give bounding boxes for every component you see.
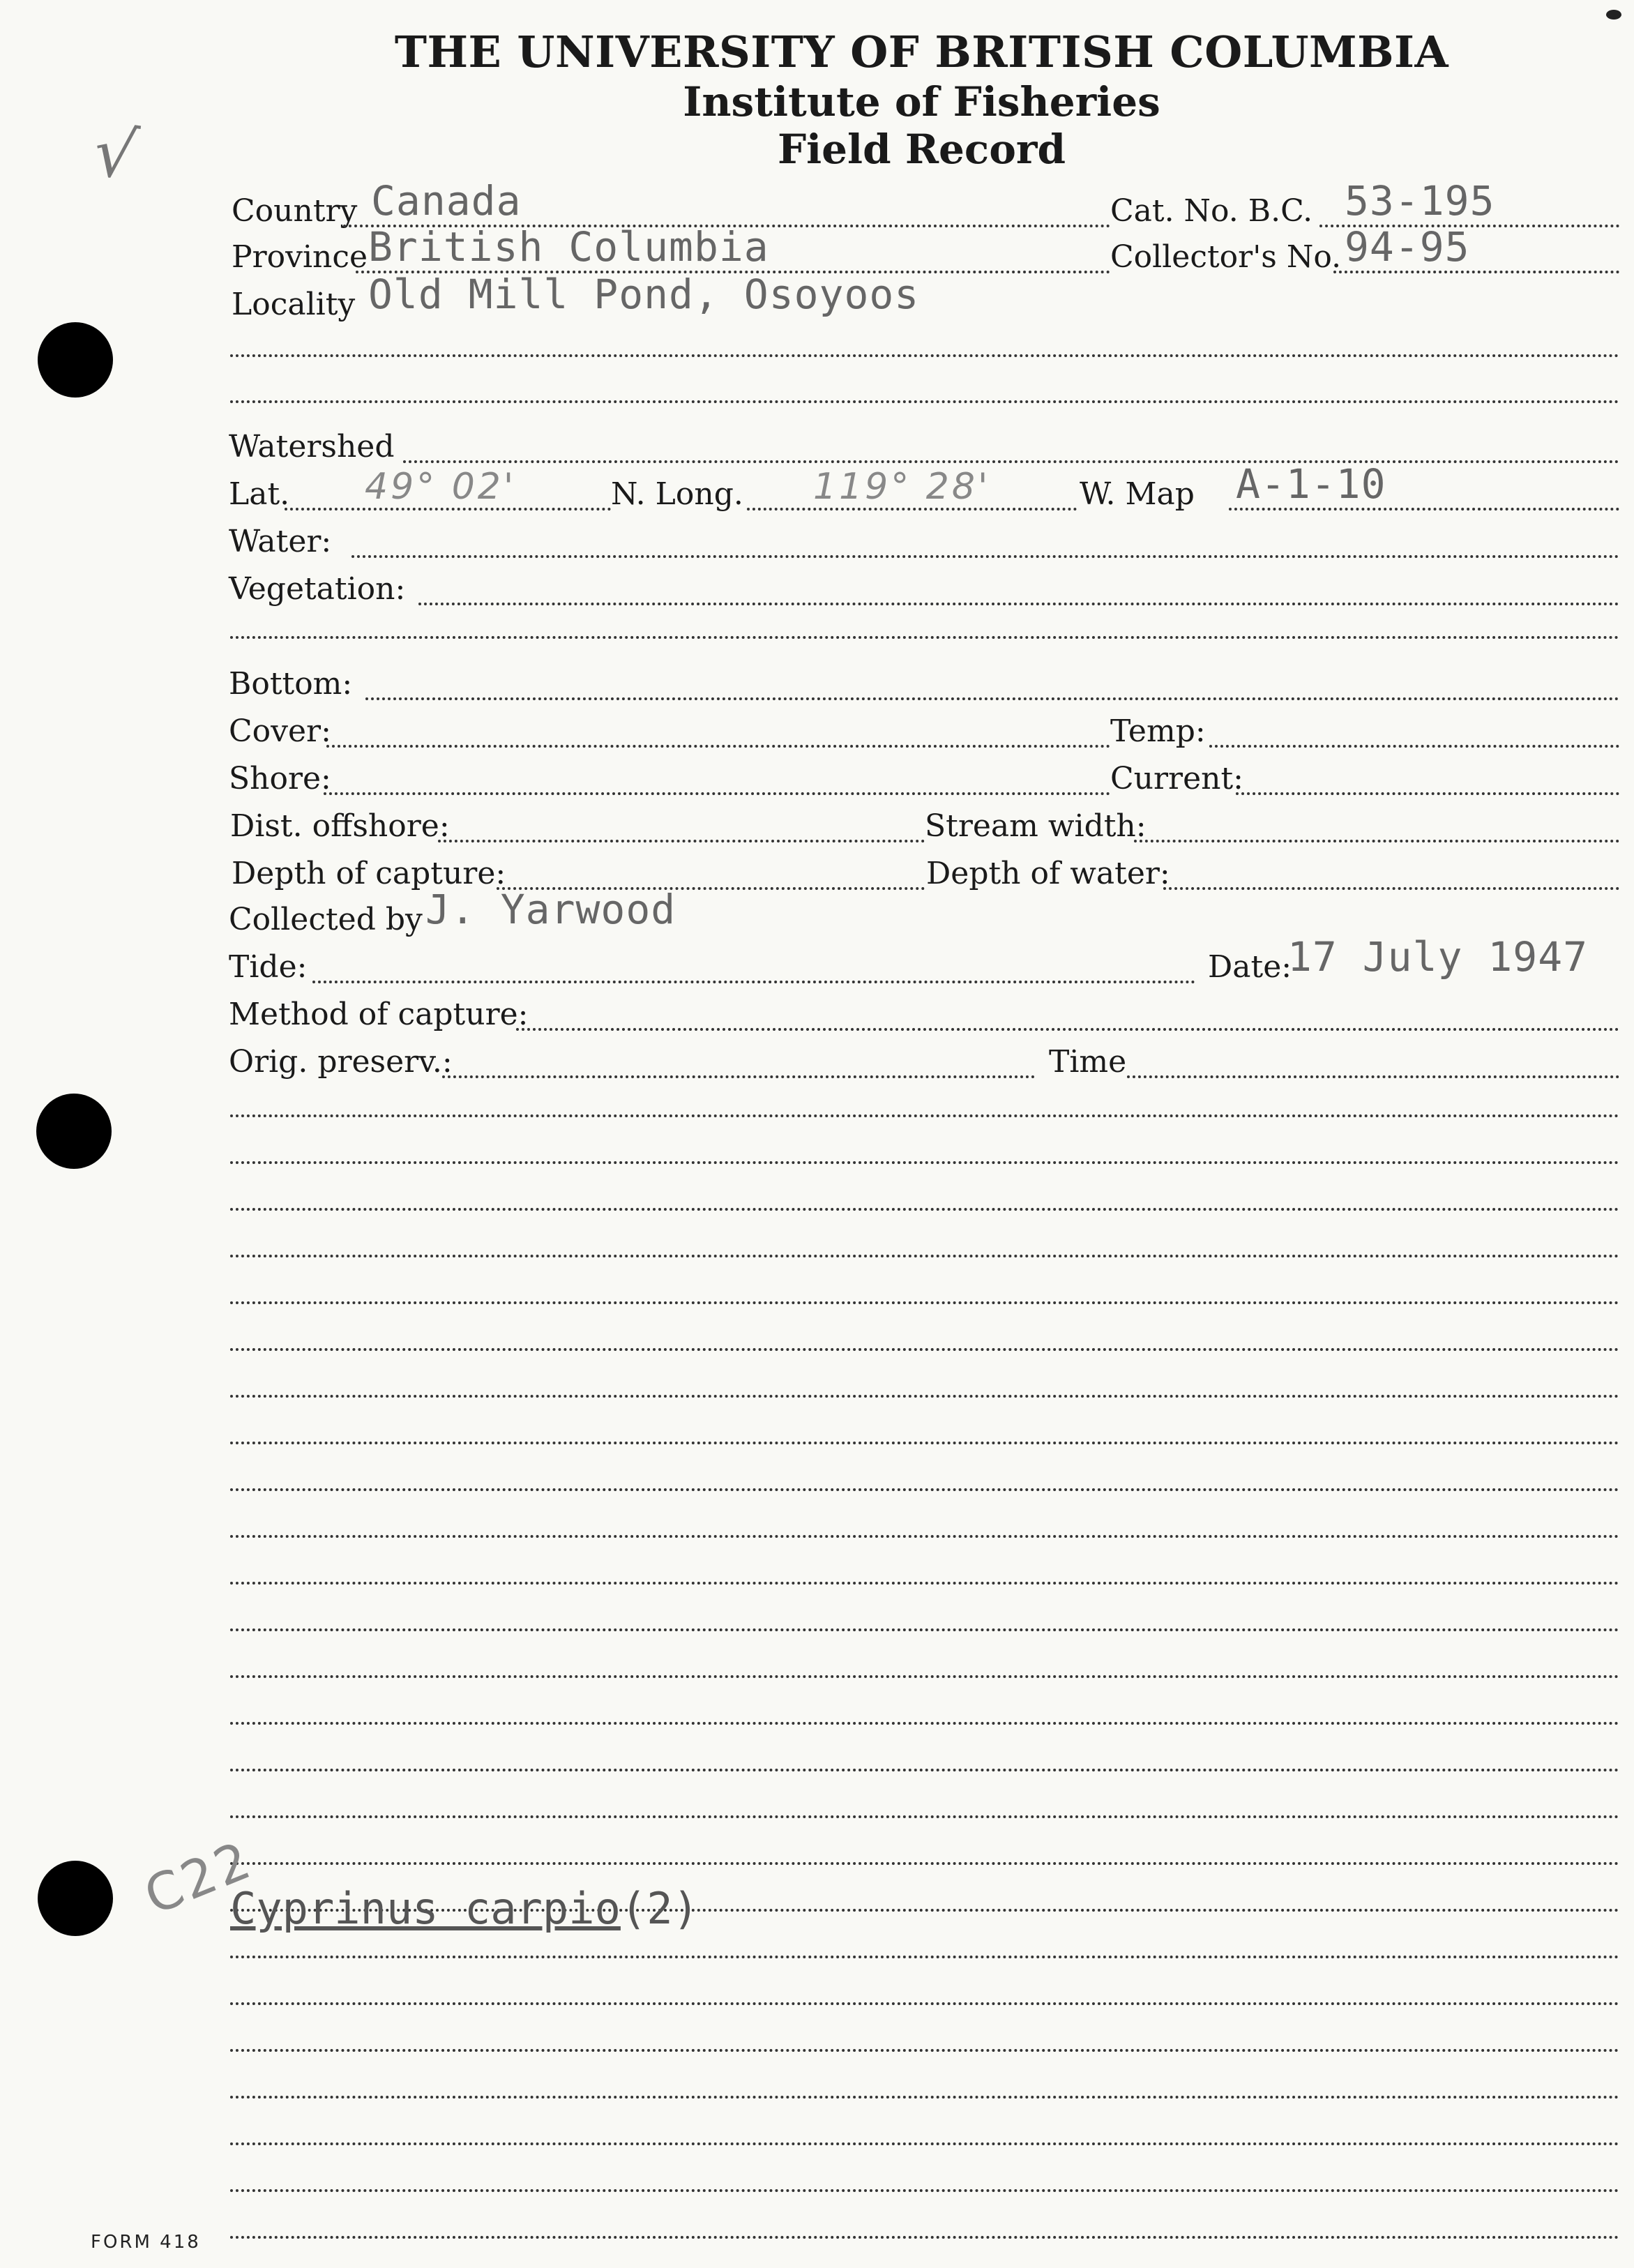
map-value: A-1-10 xyxy=(1236,460,1386,508)
collectors-no-label: Collector's No. xyxy=(1110,239,1342,275)
stream-width-label: Stream width: xyxy=(925,808,1147,844)
locality-line-3[interactable] xyxy=(230,400,1619,403)
institute-title: Institute of Fisheries xyxy=(683,78,1160,126)
notes-line[interactable] xyxy=(230,2189,1619,2192)
collected-by-label: Collected by xyxy=(229,902,423,937)
tide-field[interactable] xyxy=(229,939,1195,988)
province-value: British Columbia xyxy=(368,223,769,271)
notes-line[interactable] xyxy=(230,1442,1619,1444)
time-label: Time xyxy=(1049,1044,1127,1080)
method-field[interactable] xyxy=(229,986,1619,1035)
dist-offshore-label: Dist. offshore: xyxy=(230,808,450,844)
time-field[interactable] xyxy=(1049,1034,1619,1082)
map-label: W. Map xyxy=(1080,476,1195,512)
notes-line[interactable] xyxy=(230,1161,1619,1164)
depth-water-label: Depth of water: xyxy=(926,856,1170,891)
notes-line[interactable] xyxy=(230,1769,1619,1771)
species-entry xyxy=(230,1883,699,1934)
punch-hole-bottom xyxy=(38,1861,113,1936)
notes-line[interactable] xyxy=(230,1815,1619,1818)
depth-capture-label: Depth of capture: xyxy=(232,856,506,891)
vegetation-label: Vegetation: xyxy=(229,571,406,607)
current-label: Current: xyxy=(1110,761,1243,796)
locality-field[interactable] xyxy=(232,271,1619,325)
notes-line[interactable] xyxy=(230,1862,1619,1865)
notes-line[interactable] xyxy=(230,1301,1619,1304)
lat-label: Lat. xyxy=(229,476,290,512)
collected-by-field[interactable] xyxy=(229,886,926,940)
notes-line[interactable] xyxy=(230,2049,1619,2052)
long-label: N. Long. xyxy=(611,476,743,512)
corner-mark xyxy=(1606,10,1621,20)
long-field[interactable] xyxy=(611,466,1077,515)
locality-label: Locality xyxy=(232,287,356,322)
notes-line[interactable] xyxy=(230,1208,1619,1211)
water-label: Water: xyxy=(229,524,332,559)
country-label: Country xyxy=(232,193,358,229)
check-mark: √ xyxy=(89,112,145,196)
species-name: Cyprinus carpio xyxy=(230,1883,621,1934)
notes-line[interactable] xyxy=(230,1488,1619,1491)
orig-preserv-label: Orig. preserv.: xyxy=(229,1044,453,1080)
notes-line[interactable] xyxy=(230,1114,1619,1117)
shore-label: Shore: xyxy=(229,761,331,796)
temp-field[interactable] xyxy=(1110,703,1619,752)
cat-no-label: Cat. No. B.C. xyxy=(1110,193,1313,229)
country-value: Canada xyxy=(371,177,522,225)
province-label: Province xyxy=(232,239,368,275)
method-label: Method of capture: xyxy=(229,997,529,1032)
long-value: 119° 28' xyxy=(813,466,991,508)
notes-line[interactable] xyxy=(230,1722,1619,1725)
notes-line[interactable] xyxy=(230,2096,1619,2099)
water-field[interactable] xyxy=(229,513,1619,562)
cover-label: Cover: xyxy=(229,713,331,749)
university-title: THE UNIVERSITY OF BRITISH COLUMBIA xyxy=(394,27,1449,77)
cat-no-value: 53-195 xyxy=(1345,177,1495,225)
locality-line-2[interactable] xyxy=(230,354,1619,357)
collectors-no-field[interactable] xyxy=(1110,223,1619,278)
lat-value: 49° 02' xyxy=(365,466,517,508)
notes-line[interactable] xyxy=(230,1395,1619,1398)
record-title: Field Record xyxy=(777,126,1066,173)
notes-line[interactable] xyxy=(230,2002,1619,2005)
notes-line[interactable] xyxy=(230,1348,1619,1351)
date-value: 17 July 1947 xyxy=(1287,933,1589,981)
depth-water-field[interactable] xyxy=(926,845,1619,894)
stream-width-field[interactable] xyxy=(925,798,1619,847)
species-count: (2) xyxy=(620,1883,699,1934)
date-label: Date: xyxy=(1208,949,1292,985)
orig-preserv-field[interactable] xyxy=(229,1034,1035,1082)
form-number: FORM 418 xyxy=(91,2232,201,2253)
margin-code: C22 xyxy=(136,1829,262,1927)
locality-value: Old Mill Pond, Osoyoos xyxy=(368,271,920,318)
collected-by-value: J. Yarwood xyxy=(425,886,676,933)
collectors-no-value: 94-95 xyxy=(1345,223,1470,271)
notes-line[interactable] xyxy=(230,1255,1619,1257)
notes-line[interactable] xyxy=(230,1628,1619,1631)
map-field[interactable] xyxy=(1080,460,1619,515)
notes-line[interactable] xyxy=(230,2236,1619,2239)
bottom-field[interactable] xyxy=(229,656,1619,704)
temp-label: Temp: xyxy=(1110,713,1206,749)
cover-field[interactable] xyxy=(229,703,1110,752)
shore-field[interactable] xyxy=(229,750,1110,799)
watershed-label: Watershed xyxy=(229,429,395,464)
notes-line[interactable] xyxy=(230,1675,1619,1678)
punch-hole-middle xyxy=(36,1094,112,1169)
notes-line[interactable] xyxy=(230,2142,1619,2145)
vegetation-field[interactable] xyxy=(229,561,1619,610)
notes-line[interactable] xyxy=(230,1535,1619,1538)
punch-hole-top xyxy=(38,322,113,398)
tide-label: Tide: xyxy=(229,949,308,985)
bottom-label: Bottom: xyxy=(229,666,353,702)
notes-line[interactable] xyxy=(230,1582,1619,1585)
current-field[interactable] xyxy=(1110,750,1619,799)
notes-line[interactable] xyxy=(230,1956,1619,1958)
watershed-field[interactable] xyxy=(229,418,1619,467)
vegetation-line-2[interactable] xyxy=(230,636,1619,639)
dist-offshore-field[interactable] xyxy=(230,798,925,847)
date-field[interactable] xyxy=(1208,933,1619,988)
lat-field[interactable] xyxy=(229,466,611,515)
